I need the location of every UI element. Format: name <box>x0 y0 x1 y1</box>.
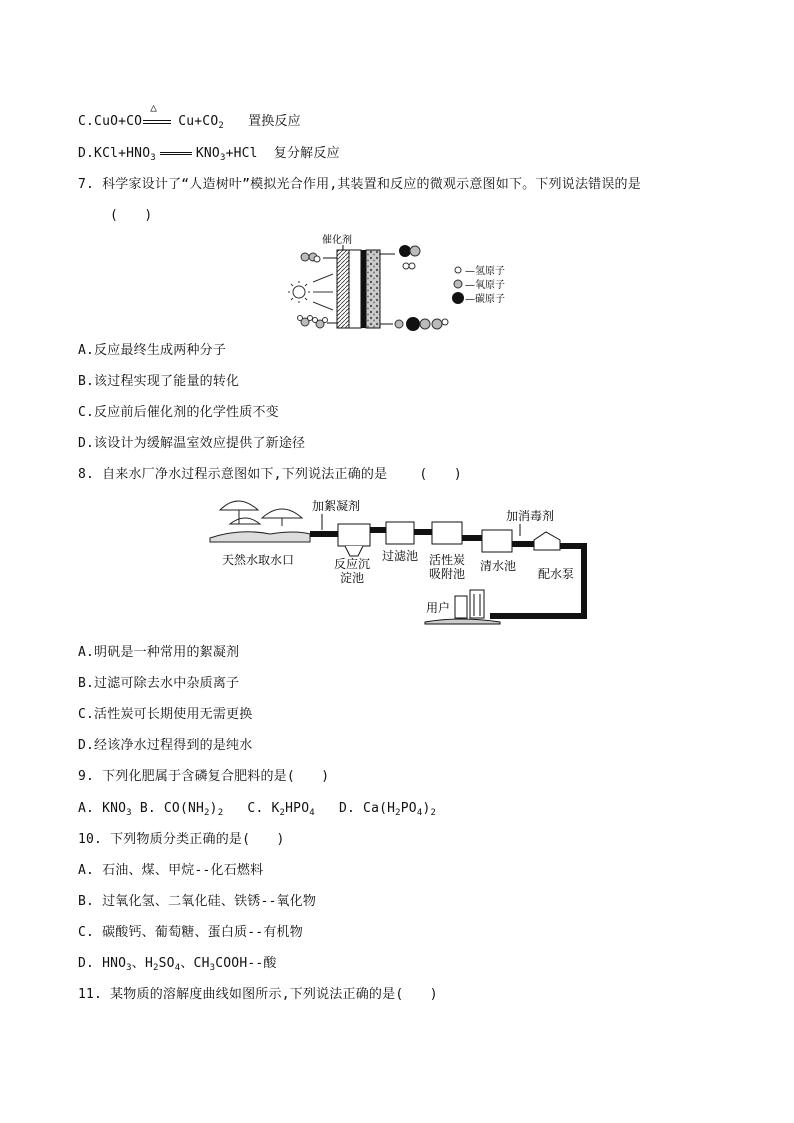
atom-legend <box>452 264 505 305</box>
svg-text:天然水取水口: 天然水取水口 <box>222 553 295 567</box>
co2-molecule-icon <box>399 245 420 269</box>
catalyst-layer <box>337 250 349 328</box>
q11-stem: 11. 某物质的溶解度曲线如图所示,下列说法正确的是( ) <box>78 987 438 1002</box>
svg-text:用户: 用户 <box>426 601 451 615</box>
q9-stem: 9. 下列化肥属于含磷复合肥料的是( ) <box>78 769 330 784</box>
water-treatment-figure <box>200 490 600 635</box>
q9-options: A. $KNO_3$ B. $CO(NH_2)_2$ C. $K_2HPO_4$ D. $Ca(H_2PO_4)_2$ <box>78 801 437 818</box>
svg-text:过滤池: 过滤池 <box>382 549 419 563</box>
sun-icon <box>288 274 333 310</box>
q8-option-a: A.明矾是一种常用的絮凝剂 <box>78 645 240 660</box>
membrane <box>361 250 366 328</box>
sedimentation-tank <box>338 524 370 546</box>
natural-water-icon <box>210 501 310 542</box>
svg-text:吸附池: 吸附池 <box>429 567 466 581</box>
svg-text:淀池: 淀池 <box>340 571 365 585</box>
carbon-tank <box>432 522 462 544</box>
q6-option-d: $D.KCl+HNO_3$ $KNO_3+HCl$ 复分解反应 <box>78 146 340 163</box>
svg-text:加消毒剂: 加消毒剂 <box>506 509 555 523</box>
q7-answer-paren: ( ) <box>110 208 153 223</box>
q10-option-c: C. 碳酸钙、葡萄糖、蛋白质--有机物 <box>78 925 303 940</box>
svg-text:活性炭: 活性炭 <box>429 553 466 567</box>
q8-option-d: D.经该净水过程得到的是纯水 <box>78 738 253 753</box>
pump-house-icon <box>534 532 560 550</box>
q7-option-c: C.反应前后催化剂的化学性质不变 <box>78 405 279 420</box>
svg-text:—氢原子: —氢原子 <box>465 266 505 277</box>
svg-text:加絮凝剂: 加絮凝剂 <box>312 499 361 513</box>
q7-option-b: B.该过程实现了能量的转化 <box>78 374 240 389</box>
svg-text:—碳原子: —碳原子 <box>465 294 505 305</box>
q6-option-c: C.CuO+CO △ $Cu+CO_2$ 置换反应 <box>78 101 301 131</box>
q7-stem: 7. 科学家设计了“人造树叶”模拟光合作用,其装置和反应的微观示意图如下。下列说法错误的是 <box>78 177 641 192</box>
q8-stem: 8. 自来水厂净水过程示意图如下,下列说法正确的是 ( ) <box>78 467 462 482</box>
q10-option-b: B. 过氧化氢、二氧化硅、铁锈--氧化物 <box>78 894 317 909</box>
clean-water-tank <box>482 530 512 552</box>
product-molecule-icon <box>395 317 448 331</box>
svg-text:反应沉: 反应沉 <box>334 557 371 571</box>
q7-option-a: A.反应最终生成两种分子 <box>78 343 227 358</box>
electrode-layer <box>366 250 380 328</box>
svg-text:配水泵: 配水泵 <box>538 567 575 581</box>
q8-option-b: B.过滤可除去水中杂质离子 <box>78 676 240 691</box>
artificial-leaf-figure <box>285 232 525 332</box>
q8-option-c: C.活性炭可长期使用无需更换 <box>78 707 253 722</box>
filter-tank <box>386 522 414 544</box>
water-molecule-icon <box>298 316 328 329</box>
svg-text:清水池: 清水池 <box>480 559 517 573</box>
q10-option-a: A. 石油、煤、甲烷--化石燃料 <box>78 863 264 878</box>
svg-text:—氧原子: —氧原子 <box>465 280 505 291</box>
q10-option-d: D. $HNO_3$、$H_2SO_4$、$CH_3COOH--$酸 <box>78 956 277 973</box>
catalyst-label: 催化剂 <box>322 235 352 246</box>
q10-stem: 10. 下列物质分类正确的是( ) <box>78 832 285 847</box>
q7-option-d: D.该设计为缓解温室效应提供了新途径 <box>78 436 306 451</box>
heat-condition: △ <box>142 113 172 131</box>
